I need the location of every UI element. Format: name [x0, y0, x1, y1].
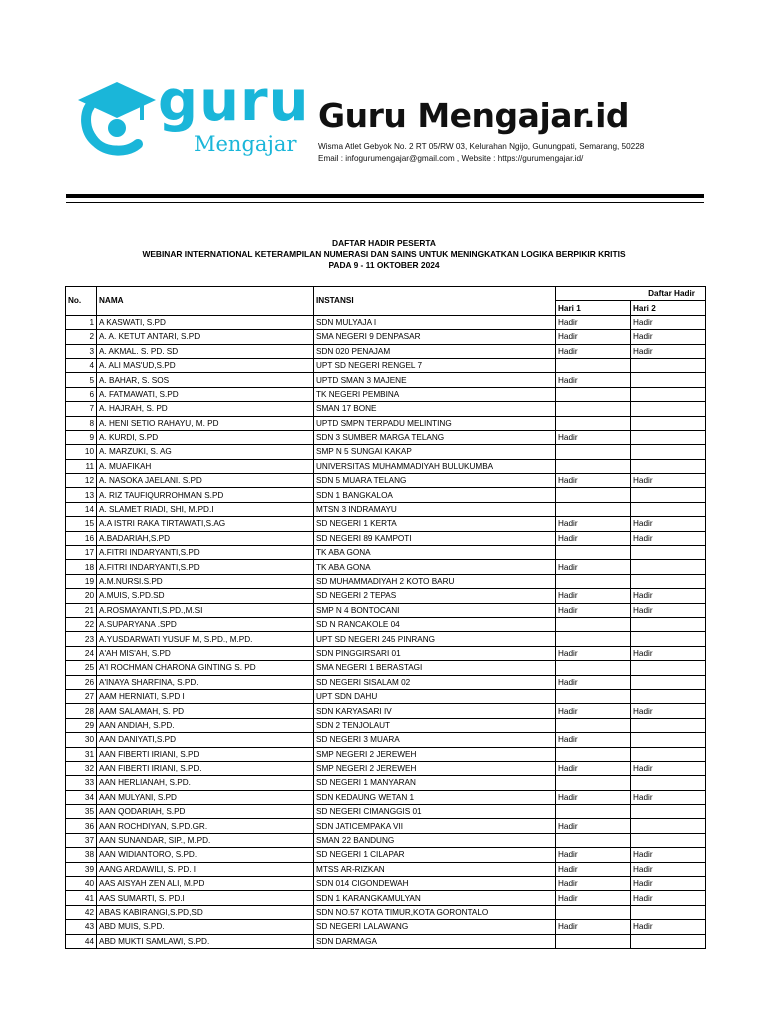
table-row: [66, 546, 706, 560]
participant-institution: SD NEGERI 1 CILAPAR: [314, 848, 556, 862]
attendance-day-2: Hadir: [631, 344, 706, 358]
attendance-day-2: [631, 661, 706, 675]
participant-name: ABD MUIS, S.PD.: [97, 920, 314, 934]
attendance-day-2: [631, 574, 706, 588]
participant-institution: SMP NEGERI 2 JEREWEH: [314, 747, 556, 761]
table-row: [66, 344, 706, 358]
participant-institution: MTSS AR-RIZKAN: [314, 862, 556, 876]
attendance-day-2: [631, 675, 706, 689]
table-row: [66, 373, 706, 387]
row-number: 8: [66, 416, 97, 430]
row-number: 39: [66, 862, 97, 876]
participant-institution: SDN PINGGIRSARI 01: [314, 646, 556, 660]
participant-name: AAN FIBERTI IRIANI, S.PD: [97, 747, 314, 761]
attendance-day-2: [631, 776, 706, 790]
participant-institution: SDN 1 BANGKALOA: [314, 488, 556, 502]
participant-institution: UPT SD NEGERI 245 PINRANG: [314, 632, 556, 646]
participant-name: AAN ROCHDIYAN, S.PD.GR.: [97, 819, 314, 833]
attendance-day-2: Hadir: [631, 704, 706, 718]
row-number: 23: [66, 632, 97, 646]
attendance-day-2: [631, 416, 706, 430]
attendance-day-1: Hadir: [556, 675, 631, 689]
row-number: 1: [66, 315, 97, 329]
participant-name: A'AH MIS'AH, S.PD: [97, 646, 314, 660]
attendance-day-1: [556, 488, 631, 502]
attendance-day-2: [631, 488, 706, 502]
table-row: [66, 603, 706, 617]
attendance-day-1: Hadir: [556, 474, 631, 488]
participant-name: ABD MUKTI SAMLAWI, S.PD.: [97, 934, 314, 948]
attendance-day-1: Hadir: [556, 862, 631, 876]
participant-institution: SMP N 4 BONTOCANI: [314, 603, 556, 617]
attendance-day-2: [631, 430, 706, 444]
attendance-day-2: Hadir: [631, 589, 706, 603]
attendance-day-2: Hadir: [631, 877, 706, 891]
participant-institution: SD N RANCAKOLE 04: [314, 617, 556, 631]
row-number: 21: [66, 603, 97, 617]
row-number: 31: [66, 747, 97, 761]
attendance-day-1: Hadir: [556, 560, 631, 574]
table-row: [66, 416, 706, 430]
attendance-day-1: [556, 387, 631, 401]
attendance-day-1: [556, 617, 631, 631]
column-header-hari-2: Hari 2: [631, 301, 706, 315]
participant-institution: MTSN 3 INDRAMAYU: [314, 502, 556, 516]
participant-institution: SDN 1 KARANGKAMULYAN: [314, 891, 556, 905]
table-row: [66, 790, 706, 804]
table-row: [66, 502, 706, 516]
row-number: 2: [66, 330, 97, 344]
attendance-day-1: [556, 718, 631, 732]
participant-name: A.YUSDARWATI YUSUF M, S.PD., M.PD.: [97, 632, 314, 646]
attendance-day-1: Hadir: [556, 646, 631, 660]
attendance-day-1: Hadir: [556, 790, 631, 804]
graduation-cap-logo-icon: [76, 80, 158, 158]
participant-institution: SD NEGERI 3 MUARA: [314, 733, 556, 747]
attendance-day-2: Hadir: [631, 646, 706, 660]
table-row: [66, 531, 706, 545]
row-number: 4: [66, 358, 97, 372]
attendance-day-2: [631, 689, 706, 703]
participant-institution: SDN 014 CIGONDEWAH: [314, 877, 556, 891]
participant-institution: SDN KEDAUNG WETAN 1: [314, 790, 556, 804]
attendance-day-1: Hadir: [556, 531, 631, 545]
row-number: 10: [66, 445, 97, 459]
row-number: 22: [66, 617, 97, 631]
participant-institution: SD NEGERI 1 MANYARAN: [314, 776, 556, 790]
table-row: [66, 761, 706, 775]
row-number: 15: [66, 517, 97, 531]
row-number: 44: [66, 934, 97, 948]
row-number: 29: [66, 718, 97, 732]
attendance-day-1: Hadir: [556, 891, 631, 905]
table-row: [66, 675, 706, 689]
brand-address: Wisma Atlet Gebyok No. 2 RT 05/RW 03, Kelurahan Ngijo, Gunungpati, Semarang, 50228: [318, 142, 645, 151]
document-subtitle: WEBINAR INTERNATIONAL KETERAMPILAN NUMERASI DAN SAINS UNTUK MENINGKATKAN LOGIKA BERPIKIR KRITIS: [142, 249, 626, 259]
participant-name: A. RIZ TAUFIQURROHMAN S.PD: [97, 488, 314, 502]
header-divider-thick: [66, 194, 704, 198]
attendance-day-2: [631, 459, 706, 473]
table-row: [66, 776, 706, 790]
participant-name: A.FITRI INDARYANTI,S.PD: [97, 546, 314, 560]
logo-subtitle: Mengajar: [194, 132, 297, 156]
table-row: [66, 833, 706, 847]
table-row: [66, 718, 706, 732]
participant-name: AAS SUMARTI, S. PD.I: [97, 891, 314, 905]
attendance-day-2: Hadir: [631, 920, 706, 934]
row-number: 20: [66, 589, 97, 603]
attendance-day-2: [631, 819, 706, 833]
table-row: [66, 819, 706, 833]
table-row: [66, 445, 706, 459]
attendance-day-2: [631, 445, 706, 459]
table-row: [66, 704, 706, 718]
header-divider-thin: [66, 202, 704, 203]
attendance-day-2: [631, 632, 706, 646]
participant-institution: SDN KARYASARI IV: [314, 704, 556, 718]
attendance-day-2: [631, 934, 706, 948]
document-title: DAFTAR HADIR PESERTA: [332, 238, 436, 248]
row-number: 32: [66, 761, 97, 775]
participant-name: A. KURDI, S.PD: [97, 430, 314, 444]
participant-name: A. A. KETUT ANTARI, S.PD: [97, 330, 314, 344]
attendance-day-2: Hadir: [631, 315, 706, 329]
attendance-day-2: [631, 747, 706, 761]
participant-name: A. MUAFIKAH: [97, 459, 314, 473]
attendance-day-1: Hadir: [556, 430, 631, 444]
column-header-hari-1: Hari 1: [556, 301, 631, 315]
participant-name: A. NASOKA JAELANI. S.PD: [97, 474, 314, 488]
participant-institution: SDN 5 MUARA TELANG: [314, 474, 556, 488]
participant-institution: UPTD SMAN 3 MAJENE: [314, 373, 556, 387]
participant-name: A. FATMAWATI, S.PD: [97, 387, 314, 401]
table-row: [66, 747, 706, 761]
table-row: [66, 632, 706, 646]
participant-institution: UNIVERSITAS MUHAMMADIYAH BULUKUMBA: [314, 459, 556, 473]
participant-institution: UPTD SMPN TERPADU MELINTING: [314, 416, 556, 430]
row-number: 35: [66, 805, 97, 819]
participant-institution: SMA NEGERI 1 BERASTAGI: [314, 661, 556, 675]
table-row: [66, 560, 706, 574]
participant-institution: SDN 3 SUMBER MARGA TELANG: [314, 430, 556, 444]
participant-name: AAS AISYAH ZEN ALI, M.PD: [97, 877, 314, 891]
table-row: [66, 387, 706, 401]
table-row: [66, 330, 706, 344]
attendance-day-2: [631, 733, 706, 747]
participant-name: A. MARZUKI, S. AG: [97, 445, 314, 459]
attendance-day-2: Hadir: [631, 891, 706, 905]
attendance-day-2: [631, 358, 706, 372]
attendance-day-1: Hadir: [556, 344, 631, 358]
row-number: 27: [66, 689, 97, 703]
table-row: [66, 891, 706, 905]
participant-name: A. HAJRAH, S. PD: [97, 402, 314, 416]
table-row: [66, 617, 706, 631]
row-number: 14: [66, 502, 97, 516]
participant-institution: SD MUHAMMADIYAH 2 KOTO BARU: [314, 574, 556, 588]
table-row: [66, 488, 706, 502]
attendance-day-1: [556, 905, 631, 919]
column-header-nama: NAMA: [97, 287, 314, 316]
participant-name: AAM HERNIATI, S.PD I: [97, 689, 314, 703]
row-number: 5: [66, 373, 97, 387]
table-row: [66, 402, 706, 416]
participant-name: AAN DANIYATI,S.PD: [97, 733, 314, 747]
participant-name: A. ALI MAS'UD,S.PD: [97, 358, 314, 372]
brand-contact: Email : infogurumengajar@gmail.com , Website : https://gurumengajar.id/: [318, 154, 584, 163]
participant-name: A.BADARIAH,S.PD: [97, 531, 314, 545]
row-number: 28: [66, 704, 97, 718]
table-row: [66, 661, 706, 675]
row-number: 38: [66, 848, 97, 862]
attendance-day-1: [556, 459, 631, 473]
participant-name: AANG ARDAWILI, S. PD. I: [97, 862, 314, 876]
attendance-day-2: [631, 718, 706, 732]
attendance-day-2: [631, 560, 706, 574]
participant-name: A.M.NURSI.S.PD: [97, 574, 314, 588]
row-number: 18: [66, 560, 97, 574]
participant-institution: SMP N 5 SUNGAI KAKAP: [314, 445, 556, 459]
attendance-day-1: Hadir: [556, 315, 631, 329]
attendance-day-1: Hadir: [556, 704, 631, 718]
attendance-day-2: [631, 805, 706, 819]
attendance-day-1: [556, 632, 631, 646]
participant-institution: SD NEGERI SISALAM 02: [314, 675, 556, 689]
brand-title: Guru Mengajar.id: [318, 96, 630, 135]
attendance-day-1: [556, 934, 631, 948]
participant-institution: SDN JATICEMPAKA VII: [314, 819, 556, 833]
attendance-day-1: [556, 546, 631, 560]
participant-institution: SMAN 17 BONE: [314, 402, 556, 416]
participant-institution: SDN DARMAGA: [314, 934, 556, 948]
participant-institution: SD NEGERI 1 KERTA: [314, 517, 556, 531]
attendance-day-1: Hadir: [556, 373, 631, 387]
attendance-day-1: Hadir: [556, 603, 631, 617]
attendance-day-2: Hadir: [631, 848, 706, 862]
participant-name: AAN ANDIAH, S.PD.: [97, 718, 314, 732]
table-row: [66, 877, 706, 891]
table-row: [66, 459, 706, 473]
row-number: 11: [66, 459, 97, 473]
attendance-day-1: [556, 661, 631, 675]
participant-institution: SD NEGERI CIMANGGIS 01: [314, 805, 556, 819]
row-number: 36: [66, 819, 97, 833]
table-row: [66, 848, 706, 862]
row-number: 3: [66, 344, 97, 358]
participant-name: A.MUIS, S.PD.SD: [97, 589, 314, 603]
attendance-day-1: Hadir: [556, 589, 631, 603]
row-number: 26: [66, 675, 97, 689]
row-number: 7: [66, 402, 97, 416]
attendance-day-1: Hadir: [556, 877, 631, 891]
participant-name: A. AKMAL. S. PD. SD: [97, 344, 314, 358]
participant-name: ABAS KABIRANGI,S.PD,SD: [97, 905, 314, 919]
participant-name: A'INAYA SHARFINA, S.PD.: [97, 675, 314, 689]
row-number: 13: [66, 488, 97, 502]
table-row: [66, 646, 706, 660]
table-row: [66, 430, 706, 444]
table-row: [66, 862, 706, 876]
attendance-day-2: [631, 387, 706, 401]
participant-name: A. BAHAR, S. SOS: [97, 373, 314, 387]
participant-name: A.A ISTRI RAKA TIRTAWATI,S.AG: [97, 517, 314, 531]
row-number: 9: [66, 430, 97, 444]
attendance-day-2: [631, 905, 706, 919]
participant-name: AAN MULYANI, S.PD: [97, 790, 314, 804]
row-number: 16: [66, 531, 97, 545]
participant-institution: SD NEGERI 89 KAMPOTI: [314, 531, 556, 545]
row-number: 43: [66, 920, 97, 934]
attendance-table: [65, 286, 706, 949]
attendance-day-2: Hadir: [631, 603, 706, 617]
table-row: [66, 315, 706, 329]
participant-name: A.ROSMAYANTI,S.PD.,M.SI: [97, 603, 314, 617]
row-number: 25: [66, 661, 97, 675]
participant-name: AAN QODARIAH, S.PD: [97, 805, 314, 819]
participant-institution: SMP NEGERI 2 JEREWEH: [314, 761, 556, 775]
table-row: [66, 474, 706, 488]
participant-name: A. HENI SETIO RAHAYU, M. PD: [97, 416, 314, 430]
attendance-day-2: Hadir: [631, 862, 706, 876]
table-row: [66, 920, 706, 934]
participant-name: AAN FIBERTI IRIANI, S.PD.: [97, 761, 314, 775]
attendance-day-1: [556, 358, 631, 372]
attendance-day-2: [631, 502, 706, 516]
row-number: 30: [66, 733, 97, 747]
attendance-day-2: Hadir: [631, 517, 706, 531]
participant-name: AAN WIDIANTORO, S.PD.: [97, 848, 314, 862]
attendance-day-2: Hadir: [631, 474, 706, 488]
row-number: 40: [66, 877, 97, 891]
participant-name: A. SLAMET RIADI, SHI, M.PD.I: [97, 502, 314, 516]
logo-wordmark: guru: [158, 69, 310, 134]
attendance-day-1: Hadir: [556, 761, 631, 775]
attendance-day-1: [556, 445, 631, 459]
participant-institution: SD NEGERI LALAWANG: [314, 920, 556, 934]
attendance-day-1: [556, 574, 631, 588]
table-row: [66, 517, 706, 531]
row-number: 37: [66, 833, 97, 847]
participant-institution: TK ABA GONA: [314, 560, 556, 574]
participant-institution: SMA NEGERI 9 DENPASAR: [314, 330, 556, 344]
attendance-day-2: [631, 833, 706, 847]
row-number: 24: [66, 646, 97, 660]
attendance-day-1: [556, 776, 631, 790]
participant-institution: SMAN 22 BANDUNG: [314, 833, 556, 847]
table-row: [66, 733, 706, 747]
table-row: [66, 905, 706, 919]
row-number: 41: [66, 891, 97, 905]
row-number: 17: [66, 546, 97, 560]
row-number: 33: [66, 776, 97, 790]
attendance-day-1: Hadir: [556, 733, 631, 747]
table-row: [66, 805, 706, 819]
participant-name: A.SUPARYANA .SPD: [97, 617, 314, 631]
attendance-day-2: [631, 546, 706, 560]
participant-name: A'I ROCHMAN CHARONA GINTING S. PD: [97, 661, 314, 675]
attendance-day-1: Hadir: [556, 848, 631, 862]
participant-institution: SDN 020 PENAJAM: [314, 344, 556, 358]
row-number: 19: [66, 574, 97, 588]
attendance-day-1: Hadir: [556, 330, 631, 344]
attendance-day-1: [556, 805, 631, 819]
participant-institution: SDN NO.57 KOTA TIMUR,KOTA GORONTALO: [314, 905, 556, 919]
row-number: 42: [66, 905, 97, 919]
attendance-day-1: [556, 689, 631, 703]
attendance-day-1: Hadir: [556, 920, 631, 934]
column-header-no: No.: [66, 287, 97, 316]
attendance-day-2: [631, 373, 706, 387]
participant-name: AAM SALAMAH, S. PD: [97, 704, 314, 718]
attendance-day-1: [556, 747, 631, 761]
participant-institution: SDN 2 TENJOLAUT: [314, 718, 556, 732]
participant-institution: TK NEGERI PEMBINA: [314, 387, 556, 401]
attendance-day-1: Hadir: [556, 819, 631, 833]
participant-institution: UPT SDN DAHU: [314, 689, 556, 703]
attendance-day-1: [556, 502, 631, 516]
attendance-day-2: Hadir: [631, 790, 706, 804]
attendance-day-2: [631, 617, 706, 631]
participant-name: A KASWATI, S.PD: [97, 315, 314, 329]
attendance-day-2: Hadir: [631, 761, 706, 775]
document-date: PADA 9 - 11 OKTOBER 2024: [328, 260, 440, 270]
participant-institution: TK ABA GONA: [314, 546, 556, 560]
table-row: [66, 574, 706, 588]
attendance-day-2: [631, 402, 706, 416]
column-header-daftar-hadir: Daftar Hadir: [556, 287, 706, 301]
row-number: 34: [66, 790, 97, 804]
table-row: [66, 589, 706, 603]
table-row: [66, 689, 706, 703]
participant-institution: UPT SD NEGERI RENGEL 7: [314, 358, 556, 372]
attendance-day-1: [556, 833, 631, 847]
attendance-day-1: [556, 402, 631, 416]
participant-institution: SDN MULYAJA I: [314, 315, 556, 329]
column-header-instansi: INSTANSI: [314, 287, 556, 316]
attendance-day-1: Hadir: [556, 517, 631, 531]
participant-institution: SD NEGERI 2 TEPAS: [314, 589, 556, 603]
participant-name: AAN SUNANDAR, SIP., M.PD.: [97, 833, 314, 847]
table-row: [66, 358, 706, 372]
attendance-day-1: [556, 416, 631, 430]
participant-name: A.FITRI INDARYANTI,S.PD: [97, 560, 314, 574]
row-number: 6: [66, 387, 97, 401]
row-number: 12: [66, 474, 97, 488]
participant-name: AAN HERLIANAH, S.PD.: [97, 776, 314, 790]
table-row: [66, 934, 706, 948]
attendance-day-2: Hadir: [631, 531, 706, 545]
attendance-day-2: Hadir: [631, 330, 706, 344]
